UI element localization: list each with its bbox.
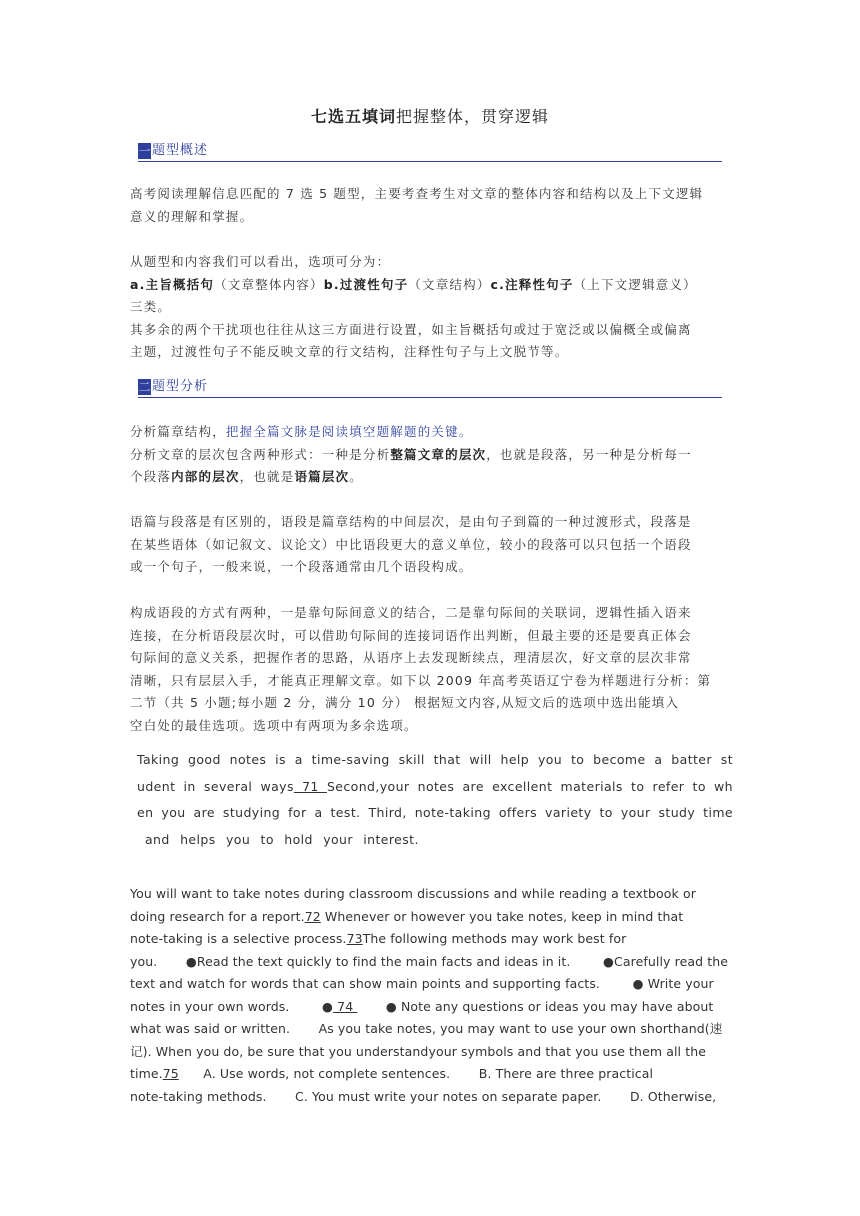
text-line: 其多余的两个干扰项也往往从这三方面进行设置，如主旨概括句或过于宽泛或以偏概全或偏离 (130, 321, 692, 337)
passage-line: You will want to take notes during classroom discussions and while reading a textbook or (130, 886, 696, 901)
text-line: 空白处的最佳选项。选项中有两项为多余选项。 (130, 717, 418, 733)
section-2-number: 二 (138, 380, 151, 394)
section-2-label: 题型分析 (152, 379, 209, 394)
bold-term: 内部的层次 (171, 469, 240, 484)
blank-74: 74 (333, 998, 358, 1014)
text-span: ，也就是段落，另一种是分析每一 (486, 446, 692, 462)
section-1-heading (138, 143, 722, 162)
option-a-note: （文章整体内容） (214, 276, 324, 292)
text-span: The following methods may work best for (362, 931, 627, 946)
highlighted-key-text: 把握全篇文脉是阅读填空题解题的关键。 (225, 424, 473, 439)
section-1-paragraph-2 (130, 251, 730, 364)
option-a-bold: a.主旨概括句 (130, 276, 215, 292)
text-line: 在某些语体（如记叙文、议论文）中比语段更大的意义单位，较小的段落可以只包括一个语段 (130, 536, 692, 552)
text-line: 清晰，只有层层入手，才能真正理解文章。如下以 2009 年高考英语辽宁卷为样题进行分析：第 (130, 672, 712, 688)
blank-73: 73 (346, 931, 363, 946)
text-line (130, 421, 730, 444)
text-span: 分析文章的层次包含两种形式：一种是分析 (130, 446, 391, 462)
section-2-paragraph-2 (130, 511, 730, 579)
option-c-note: （上下文逻辑意义） (573, 276, 697, 292)
section-2-paragraph-1 (130, 421, 730, 489)
text-line: 主题，过渡性句子不能反映文章的行文结构，注释性句子与上文脱节等。 (130, 344, 569, 359)
option-b-bold: b.过渡性句子 (323, 276, 409, 292)
text-line (130, 444, 730, 467)
quote-line: and helps you to hold your interest. (145, 831, 419, 847)
text-line: 句际间的意义关系，把握作者的思路，从语序上去发现断续点，理清层次，好文章的层次非常 (130, 650, 692, 665)
text-line: 构成语段的方式有两种，一是靠句际间意义的结合，二是靠句际间的关联词，逻辑性插入语来 (130, 605, 692, 620)
passage-line (130, 1063, 730, 1086)
passage-line: what was said or written. As you take notes, you may want to use your own shorthand(速 (130, 1021, 723, 1036)
text-line: 三类。 (130, 299, 172, 314)
text-line (130, 466, 730, 489)
title-rest: 把握整体，贯穿逻辑 (396, 107, 550, 126)
english-excerpt-quote (137, 747, 733, 853)
english-passage (130, 883, 730, 1108)
passage-line: note-taking methods. C. You must write your notes on separate paper. D. Otherwise, (130, 1088, 717, 1104)
text-span: 。 (349, 469, 363, 484)
section-1-number: 一 (138, 144, 151, 158)
passage-line: you. ●Read the text quickly to find the main facts and ideas in it. ●Carefully read the (130, 953, 729, 969)
text-line: 二节（共 5 小题;每小题 2 分，满分 10 分） 根据短文内容,从短文后的选项中选出能填入 (130, 695, 680, 710)
text-line: 意义的理解和掌握。 (130, 208, 254, 224)
text-span: time. (130, 1066, 163, 1081)
page-title (130, 104, 730, 127)
section-1-label: 题型概述 (152, 143, 209, 158)
blank-71: 71 (293, 778, 327, 794)
bold-term: 整篇文章的层次 (390, 446, 487, 462)
section-1-paragraph-1 (130, 183, 730, 228)
text-span: Second,your notes are excellent materials to refer to wh (326, 778, 734, 794)
passage-line (130, 906, 730, 929)
blank-72: 72 (304, 908, 321, 924)
section-2-paragraph-3 (130, 602, 730, 737)
text-span: ● Note any questions or ideas you may have about (357, 998, 714, 1014)
quote-line: en you are studying for a test. Third, note-taking offers variety to your study time (137, 805, 733, 820)
text-line: 从题型和内容我们可以看出，选项可分为： (130, 254, 391, 269)
text-span: A. Use words, not complete sentences. B. There are three practical (178, 1066, 654, 1081)
passage-line: text and watch for words that can show main points and supporting facts. ● Write your (130, 976, 714, 991)
passage-line: 记). When you do, be sure that you understandyour symbols and that you use them all the (130, 1043, 707, 1059)
quote-line (137, 774, 733, 801)
passage-line (130, 996, 730, 1019)
text-line: 高考阅读理解信息匹配的 7 选 5 题型，主要考查考生对文章的整体内容和结构以及上下文逻辑 (130, 186, 704, 201)
section-2-heading (138, 379, 722, 398)
title-bold: 七选五填词 (310, 107, 396, 126)
text-span: doing research for a report. (130, 908, 305, 924)
option-b-note: （文章结构） (408, 276, 491, 292)
text-span: notes in your own words. ● (130, 998, 334, 1014)
text-span: ，也就是 (239, 469, 295, 484)
options-classification-line (130, 274, 730, 297)
bold-term: 语篇层次 (294, 469, 350, 484)
text-span: 分析篇章结构， (130, 424, 226, 439)
text-span: note-taking is a selective process. (130, 931, 347, 946)
text-span: udent in several ways (137, 778, 294, 794)
passage-line (130, 928, 730, 951)
blank-75: 75 (162, 1066, 179, 1081)
text-line: 语篇与段落是有区别的，语段是篇章结构的中间层次，是由句子到篇的一种过渡形式，段落是 (130, 514, 692, 529)
text-span: 个段落 (130, 469, 172, 484)
text-line: 或一个句子，一般来说，一个段落通常由几个语段构成。 (130, 559, 473, 574)
option-c-bold: c.注释性句子 (490, 276, 574, 292)
quote-line: Taking good notes is a time-saving skill that will help you to become a batter st (137, 752, 733, 767)
text-line: 连接，在分析语段层次时，可以借助句际间的连接词语作出判断，但最主要的还是要真正体会 (130, 627, 692, 643)
text-span: Whenever or however you take notes, keep in mind that (320, 908, 684, 924)
